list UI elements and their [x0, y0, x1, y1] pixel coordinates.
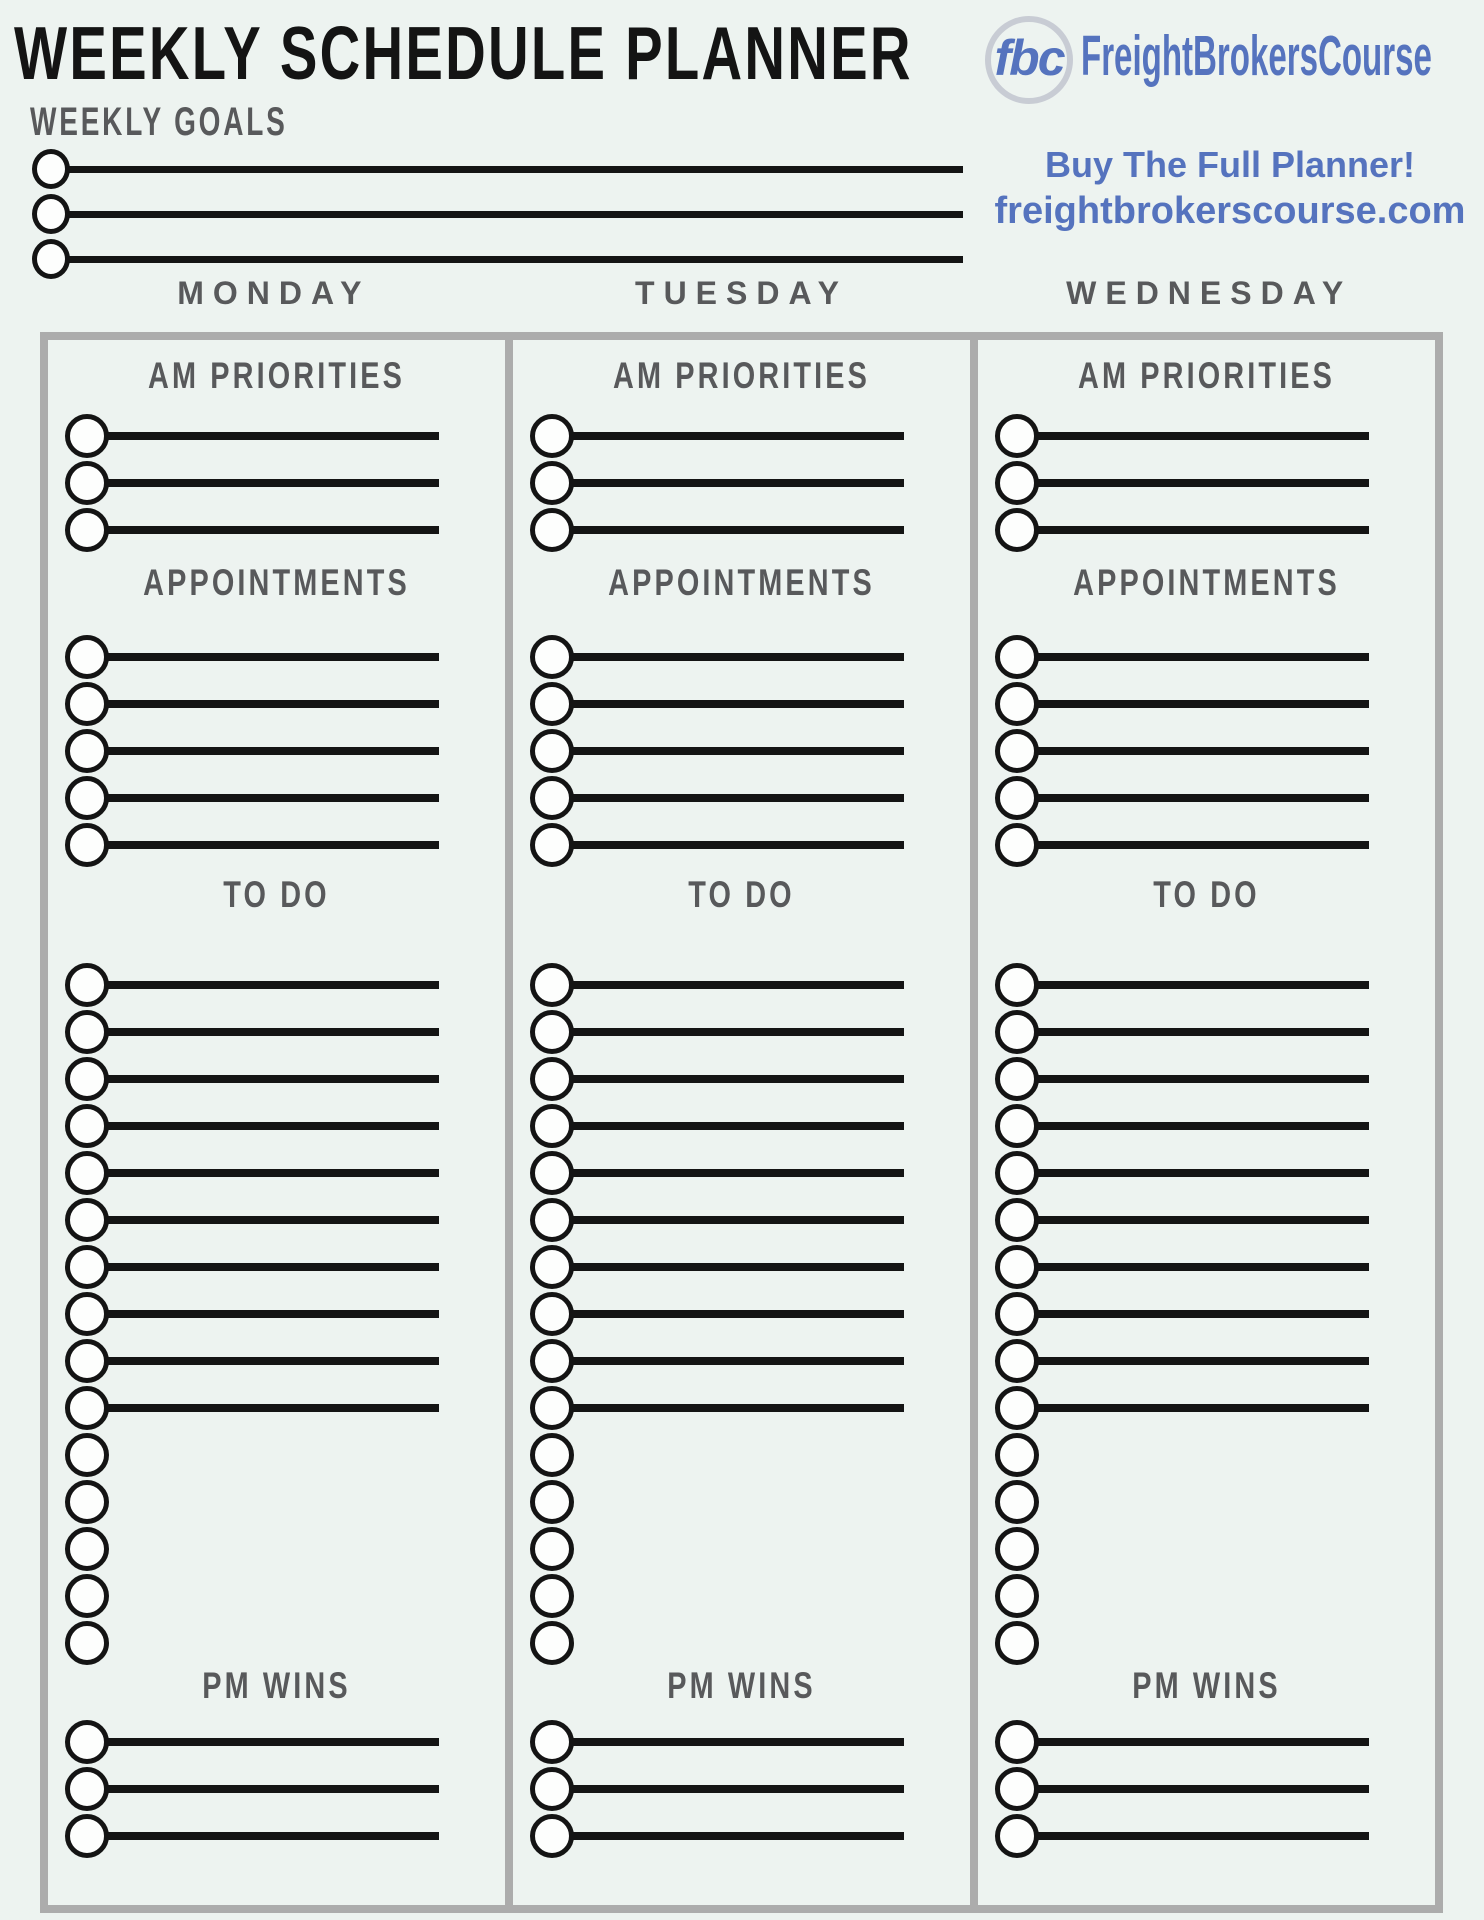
entry-row [978, 774, 1435, 821]
writing-line [572, 1404, 904, 1412]
entry-row [513, 1812, 970, 1859]
entry-row-empty [513, 1619, 970, 1666]
day-header-row [40, 274, 1443, 312]
bullet-circle-icon [530, 1010, 574, 1054]
entry-row [978, 961, 1435, 1008]
entry-row-empty [513, 1525, 970, 1572]
writing-line [107, 1075, 439, 1083]
writing-line [1037, 700, 1369, 708]
bullet-circle-icon [995, 508, 1039, 552]
entry-row-empty [48, 1431, 505, 1478]
writing-line [107, 1122, 439, 1130]
bullet-circle-icon [530, 635, 574, 679]
bullet-circle-icon [530, 1198, 574, 1242]
writing-line [107, 1028, 439, 1036]
section-rows-am [513, 412, 970, 553]
entry-row [513, 1008, 970, 1055]
entry-row [978, 1102, 1435, 1149]
bullet-circle-icon [32, 239, 70, 279]
bullet-circle-icon [65, 1767, 109, 1811]
writing-line [1037, 1075, 1369, 1083]
entry-row-empty [978, 1619, 1435, 1666]
writing-line [107, 479, 439, 487]
entry-row [978, 1384, 1435, 1431]
entry-row [978, 1290, 1435, 1337]
writing-line [572, 1122, 904, 1130]
entry-row [513, 1102, 970, 1149]
bullet-circle-icon [65, 1527, 109, 1571]
bullet-circle-icon [65, 635, 109, 679]
entry-row-empty [513, 1431, 970, 1478]
bullet-circle-icon [995, 1433, 1039, 1477]
bullet-circle-icon [65, 461, 109, 505]
bullet-circle-icon [995, 1574, 1039, 1618]
section-rows-appt [513, 633, 970, 868]
writing-line [1037, 794, 1369, 802]
entry-row-empty [978, 1572, 1435, 1619]
writing-line [107, 1310, 439, 1318]
entry-row [48, 1055, 505, 1102]
writing-line [572, 479, 904, 487]
section-title-pm: PM WINS [202, 1665, 351, 1706]
section-title-appt: APPOINTMENTS [1073, 562, 1340, 603]
writing-line [1037, 479, 1369, 487]
writing-line [1037, 1028, 1369, 1036]
writing-line [572, 700, 904, 708]
entry-row [978, 1243, 1435, 1290]
entry-row [48, 459, 505, 506]
writing-line [1037, 1122, 1369, 1130]
day-column-tuesday [513, 340, 970, 1905]
entry-row [978, 1337, 1435, 1384]
day-header-monday: MONDAY [177, 275, 371, 311]
entry-row [513, 506, 970, 553]
day-header-tuesday: TUESDAY [635, 275, 848, 311]
section-rows-todo [48, 961, 505, 1666]
entry-row [513, 1196, 970, 1243]
writing-line [1037, 1357, 1369, 1365]
section-rows-todo [513, 961, 970, 1666]
bullet-circle-icon [995, 414, 1039, 458]
writing-line [107, 1216, 439, 1224]
entry-row [978, 1812, 1435, 1859]
section-rows-pm [513, 1718, 970, 1859]
writing-line [572, 794, 904, 802]
entry-row [513, 1337, 970, 1384]
entry-row [513, 821, 970, 868]
writing-line [107, 1404, 439, 1412]
entry-row [48, 1290, 505, 1337]
writing-line [107, 1263, 439, 1271]
entry-row-empty [48, 1525, 505, 1572]
writing-line [68, 211, 963, 218]
writing-line [1037, 1738, 1369, 1746]
bullet-circle-icon [65, 682, 109, 726]
bullet-circle-icon [995, 1386, 1039, 1430]
section-rows-todo [978, 961, 1435, 1666]
bullet-circle-icon [65, 1151, 109, 1195]
promo-text: Buy The Full Planner! [1044, 144, 1416, 185]
entry-row [48, 1337, 505, 1384]
section-title-todo: TO DO [223, 874, 330, 915]
section-title-am: AM PRIORITIES [1077, 355, 1336, 396]
writing-line [107, 1169, 439, 1177]
bullet-circle-icon [65, 729, 109, 773]
entry-row [48, 412, 505, 459]
section-rows-appt [978, 633, 1435, 868]
entry-row-empty [978, 1525, 1435, 1572]
bullet-circle-icon [995, 1339, 1039, 1383]
bullet-circle-icon [530, 1057, 574, 1101]
entry-row [513, 1055, 970, 1102]
entry-row [48, 821, 505, 868]
writing-line [68, 166, 963, 173]
entry-row [48, 1718, 505, 1765]
bullet-circle-icon [995, 1104, 1039, 1148]
bullet-circle-icon [995, 1720, 1039, 1764]
bullet-circle-icon [65, 1010, 109, 1054]
bullet-circle-icon [65, 1433, 109, 1477]
entry-row [978, 1196, 1435, 1243]
goal-row [32, 149, 963, 189]
entry-row [48, 633, 505, 680]
bullet-circle-icon [530, 1527, 574, 1571]
entry-row [48, 774, 505, 821]
writing-line [107, 700, 439, 708]
entry-row [48, 506, 505, 553]
writing-line [107, 981, 439, 989]
bullet-circle-icon [995, 963, 1039, 1007]
entry-row-empty [48, 1572, 505, 1619]
writing-line [1037, 432, 1369, 440]
bullet-circle-icon [65, 1720, 109, 1764]
bullet-circle-icon [995, 635, 1039, 679]
writing-line [107, 1738, 439, 1746]
writing-line [1037, 981, 1369, 989]
bullet-circle-icon [995, 1767, 1039, 1811]
bullet-circle-icon [530, 1814, 574, 1858]
entry-row-empty [513, 1478, 970, 1525]
bullet-circle-icon [530, 508, 574, 552]
bullet-circle-icon [995, 682, 1039, 726]
entry-row-empty [978, 1478, 1435, 1525]
writing-line [572, 1169, 904, 1177]
section-rows-pm [978, 1718, 1435, 1859]
writing-line [572, 432, 904, 440]
bullet-circle-icon [65, 1245, 109, 1289]
writing-line [1037, 526, 1369, 534]
section-title-am: AM PRIORITIES [147, 355, 406, 396]
bullet-circle-icon [995, 1245, 1039, 1289]
entry-row [48, 1196, 505, 1243]
bullet-circle-icon [65, 1386, 109, 1430]
weekly-goals-rows [32, 149, 963, 284]
section-rows-am [978, 412, 1435, 553]
entry-row [978, 1008, 1435, 1055]
bullet-circle-icon [32, 149, 70, 189]
section-title-appt: APPOINTMENTS [143, 562, 410, 603]
bullet-circle-icon [530, 776, 574, 820]
bullet-circle-icon [995, 1151, 1039, 1195]
writing-line [107, 653, 439, 661]
bullet-circle-icon [530, 682, 574, 726]
bullet-circle-icon [995, 1010, 1039, 1054]
bullet-circle-icon [65, 1198, 109, 1242]
bullet-circle-icon [530, 823, 574, 867]
section-title-appt: APPOINTMENTS [608, 562, 875, 603]
entry-row [48, 1765, 505, 1812]
weekly-goals-label: WEEKLY GOALS [30, 100, 288, 144]
entry-row [48, 1149, 505, 1196]
section-rows-pm [48, 1718, 505, 1859]
writing-line [572, 981, 904, 989]
bullet-circle-icon [530, 1720, 574, 1764]
bullet-circle-icon [530, 1433, 574, 1477]
bullet-circle-icon [32, 194, 70, 234]
bullet-circle-icon [65, 508, 109, 552]
writing-line [572, 1738, 904, 1746]
bullet-circle-icon [65, 1057, 109, 1101]
entry-row [978, 821, 1435, 868]
entry-row-empty [48, 1478, 505, 1525]
writing-line [572, 747, 904, 755]
entry-row [978, 1718, 1435, 1765]
writing-line [1037, 1785, 1369, 1793]
bullet-circle-icon [530, 1621, 574, 1665]
day-header-wednesday: WEDNESDAY [1066, 275, 1353, 311]
bullet-circle-icon [995, 1814, 1039, 1858]
writing-line [1037, 1169, 1369, 1177]
bullet-circle-icon [65, 1104, 109, 1148]
writing-line [1037, 1263, 1369, 1271]
writing-line [572, 1216, 904, 1224]
bullet-circle-icon [995, 1527, 1039, 1571]
page-title: WEEKLY SCHEDULE PLANNER [14, 11, 913, 95]
bullet-circle-icon [995, 461, 1039, 505]
entry-row [978, 412, 1435, 459]
entry-row [48, 727, 505, 774]
entry-row [48, 1102, 505, 1149]
entry-row [978, 633, 1435, 680]
bullet-circle-icon [530, 729, 574, 773]
entry-row [978, 727, 1435, 774]
bullet-circle-icon [65, 1574, 109, 1618]
day-column-monday [48, 340, 505, 1905]
entry-row [513, 727, 970, 774]
writing-line [1037, 1216, 1369, 1224]
bullet-circle-icon [65, 963, 109, 1007]
writing-line [107, 1832, 439, 1840]
entry-row [513, 774, 970, 821]
writing-line [107, 432, 439, 440]
entry-row-empty [978, 1431, 1435, 1478]
day-column-wednesday [978, 340, 1435, 1905]
entry-row [48, 1008, 505, 1055]
writing-line [572, 1785, 904, 1793]
bullet-circle-icon [995, 776, 1039, 820]
entry-row [978, 459, 1435, 506]
bullet-circle-icon [530, 1245, 574, 1289]
entry-row [978, 506, 1435, 553]
bullet-circle-icon [995, 1198, 1039, 1242]
writing-line [572, 1310, 904, 1318]
writing-line [1037, 1832, 1369, 1840]
bullet-circle-icon [530, 1386, 574, 1430]
section-title-todo: TO DO [688, 874, 795, 915]
writing-line [572, 841, 904, 849]
writing-line [107, 1357, 439, 1365]
fbc-logo-abbr: fbc [994, 30, 1064, 86]
writing-line [572, 653, 904, 661]
entry-row [48, 1384, 505, 1431]
bullet-circle-icon [530, 1480, 574, 1524]
entry-row [978, 1149, 1435, 1196]
entry-row-empty [48, 1619, 505, 1666]
writing-line [572, 526, 904, 534]
column-divider [970, 340, 978, 1905]
entry-row [513, 1149, 970, 1196]
bullet-circle-icon [995, 823, 1039, 867]
planner-board [40, 332, 1443, 1913]
column-divider [505, 340, 513, 1905]
bullet-circle-icon [530, 461, 574, 505]
entry-row [978, 1055, 1435, 1102]
entry-row [513, 1765, 970, 1812]
entry-row-empty [513, 1572, 970, 1619]
writing-line [107, 747, 439, 755]
writing-line [68, 256, 963, 263]
writing-line [107, 841, 439, 849]
entry-row [978, 680, 1435, 727]
bullet-circle-icon [995, 1057, 1039, 1101]
goal-row [32, 194, 963, 234]
bullet-circle-icon [995, 729, 1039, 773]
bullet-circle-icon [995, 1621, 1039, 1665]
entry-row [48, 680, 505, 727]
writing-line [1037, 747, 1369, 755]
bullet-circle-icon [65, 1339, 109, 1383]
bullet-circle-icon [65, 1814, 109, 1858]
writing-line [572, 1832, 904, 1840]
entry-row [513, 412, 970, 459]
bullet-circle-icon [530, 1104, 574, 1148]
bullet-circle-icon [65, 823, 109, 867]
bullet-circle-icon [65, 1480, 109, 1524]
bullet-circle-icon [530, 1574, 574, 1618]
entry-row [513, 1243, 970, 1290]
entry-row [48, 1243, 505, 1290]
bullet-circle-icon [65, 414, 109, 458]
entry-row [513, 1384, 970, 1431]
section-title-pm: PM WINS [667, 1665, 816, 1706]
entry-row [513, 680, 970, 727]
section-title-pm: PM WINS [1132, 1665, 1281, 1706]
bullet-circle-icon [530, 1767, 574, 1811]
entry-row [978, 1765, 1435, 1812]
section-rows-appt [48, 633, 505, 868]
entry-row [513, 1718, 970, 1765]
bullet-circle-icon [65, 776, 109, 820]
bullet-circle-icon [530, 1292, 574, 1336]
section-title-am: AM PRIORITIES [612, 355, 871, 396]
bullet-circle-icon [995, 1292, 1039, 1336]
writing-line [107, 1785, 439, 1793]
bullet-circle-icon [530, 963, 574, 1007]
writing-line [1037, 1310, 1369, 1318]
writing-line [107, 526, 439, 534]
bullet-circle-icon [65, 1621, 109, 1665]
bullet-circle-icon [530, 414, 574, 458]
bullet-circle-icon [530, 1151, 574, 1195]
writing-line [572, 1075, 904, 1083]
bullet-circle-icon [995, 1480, 1039, 1524]
writing-line [107, 794, 439, 802]
writing-line [1037, 653, 1369, 661]
bullet-circle-icon [65, 1292, 109, 1336]
promo-url: freightbrokerscourse.com [994, 190, 1466, 232]
entry-row [513, 459, 970, 506]
section-title-todo: TO DO [1153, 874, 1260, 915]
entry-row [48, 1812, 505, 1859]
goal-row [32, 239, 963, 279]
brand-name: FreightBrokersCourse [1081, 24, 1432, 88]
section-rows-am [48, 412, 505, 553]
writing-line [572, 1357, 904, 1365]
entry-row [513, 1290, 970, 1337]
writing-line [572, 1028, 904, 1036]
entry-row [48, 961, 505, 1008]
writing-line [1037, 1404, 1369, 1412]
writing-line [1037, 841, 1369, 849]
entry-row [513, 961, 970, 1008]
entry-row [513, 633, 970, 680]
fbc-logo-icon [985, 16, 1073, 104]
bullet-circle-icon [530, 1339, 574, 1383]
writing-line [572, 1263, 904, 1271]
